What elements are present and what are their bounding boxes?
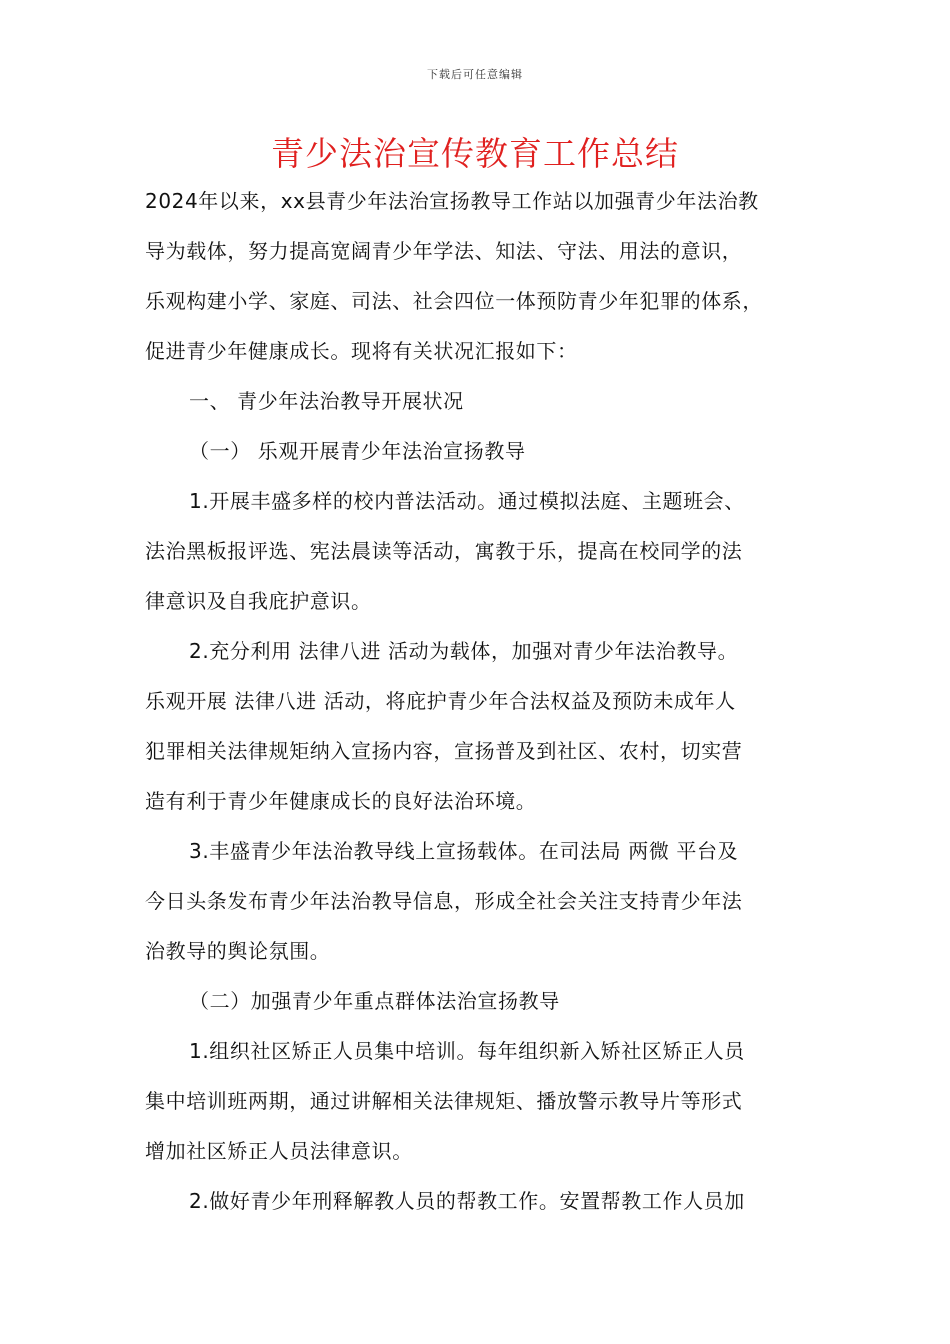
text-line: 集中培训班两期，通过讲解相关法律规矩、播放警示教导片等形式	[145, 1089, 743, 1113]
section-heading: 一、 青少年法治教导开展状况	[189, 389, 464, 413]
text-line: 犯罪相关法律规矩纳入宣扬内容，宣扬普及到社区、农村，切实营	[145, 739, 743, 763]
text-line: 2024年以来，xx县青少年法治宣扬教导工作站以加强青少年法治教	[145, 189, 759, 213]
document-title: 青少法治宣传教育工作总结	[271, 134, 679, 173]
text-line: 1.组织社区矫正人员集中培训。每年组织新入矫社区矫正人员	[189, 1039, 745, 1063]
text-line: 乐观构建小学、家庭、司法、社会四位一体预防青少年犯罪的体系，	[145, 289, 763, 313]
header-note: 下载后可任意编辑	[427, 68, 523, 81]
subsection-2-heading-block	[145, 976, 825, 1026]
text-line: 2.做好青少年刑释解教人员的帮教工作。安置帮教工作人员加	[189, 1189, 745, 1213]
subsection-heading: （一） 乐观开展青少年法治宣扬教导	[189, 439, 526, 463]
text-line: 增加社区矫正人员法律意识。	[145, 1139, 413, 1163]
text-line: 2.充分利用 法律八进 活动为载体，加强对青少年法治教导。	[189, 639, 739, 663]
text-line: 乐观开展 法律八进 活动，将庇护青少年合法权益及预防未成年人	[145, 689, 736, 713]
item-2-paragraph	[145, 626, 825, 826]
text-line: 治教导的舆论氛围。	[145, 939, 331, 963]
document-body	[145, 176, 825, 1226]
text-line: 促进青少年健康成长。现将有关状况汇报如下：	[145, 339, 578, 363]
item-4-paragraph	[145, 1026, 825, 1176]
text-line: 导为载体，努力提高宽阔青少年学法、知法、守法、用法的意识，	[145, 239, 743, 263]
item-5-paragraph	[145, 1176, 825, 1226]
text-line: 律意识及自我庇护意识。	[145, 589, 372, 613]
subsection-heading: （二）加强青少年重点群体法治宣扬教导	[189, 989, 560, 1013]
text-line: 1.开展丰盛多样的校内普法活动。通过模拟法庭、主题班会、	[189, 489, 745, 513]
text-line: 法治黑板报评选、宪法晨读等活动，寓教于乐，提高在校同学的法	[145, 539, 743, 563]
text-line: 3.丰盛青少年法治教导线上宣扬载体。在司法局 两微 平台及	[189, 839, 739, 863]
item-1-paragraph	[145, 476, 825, 626]
text-line: 造有利于青少年健康成长的良好法治环境。	[145, 789, 537, 813]
intro-paragraph	[145, 176, 825, 376]
item-3-paragraph	[145, 826, 825, 976]
subsection-1-heading-block	[145, 426, 825, 476]
text-line: 今日头条发布青少年法治教导信息，形成全社会关注支持青少年法	[145, 889, 743, 913]
section-1-heading-block	[145, 376, 825, 426]
